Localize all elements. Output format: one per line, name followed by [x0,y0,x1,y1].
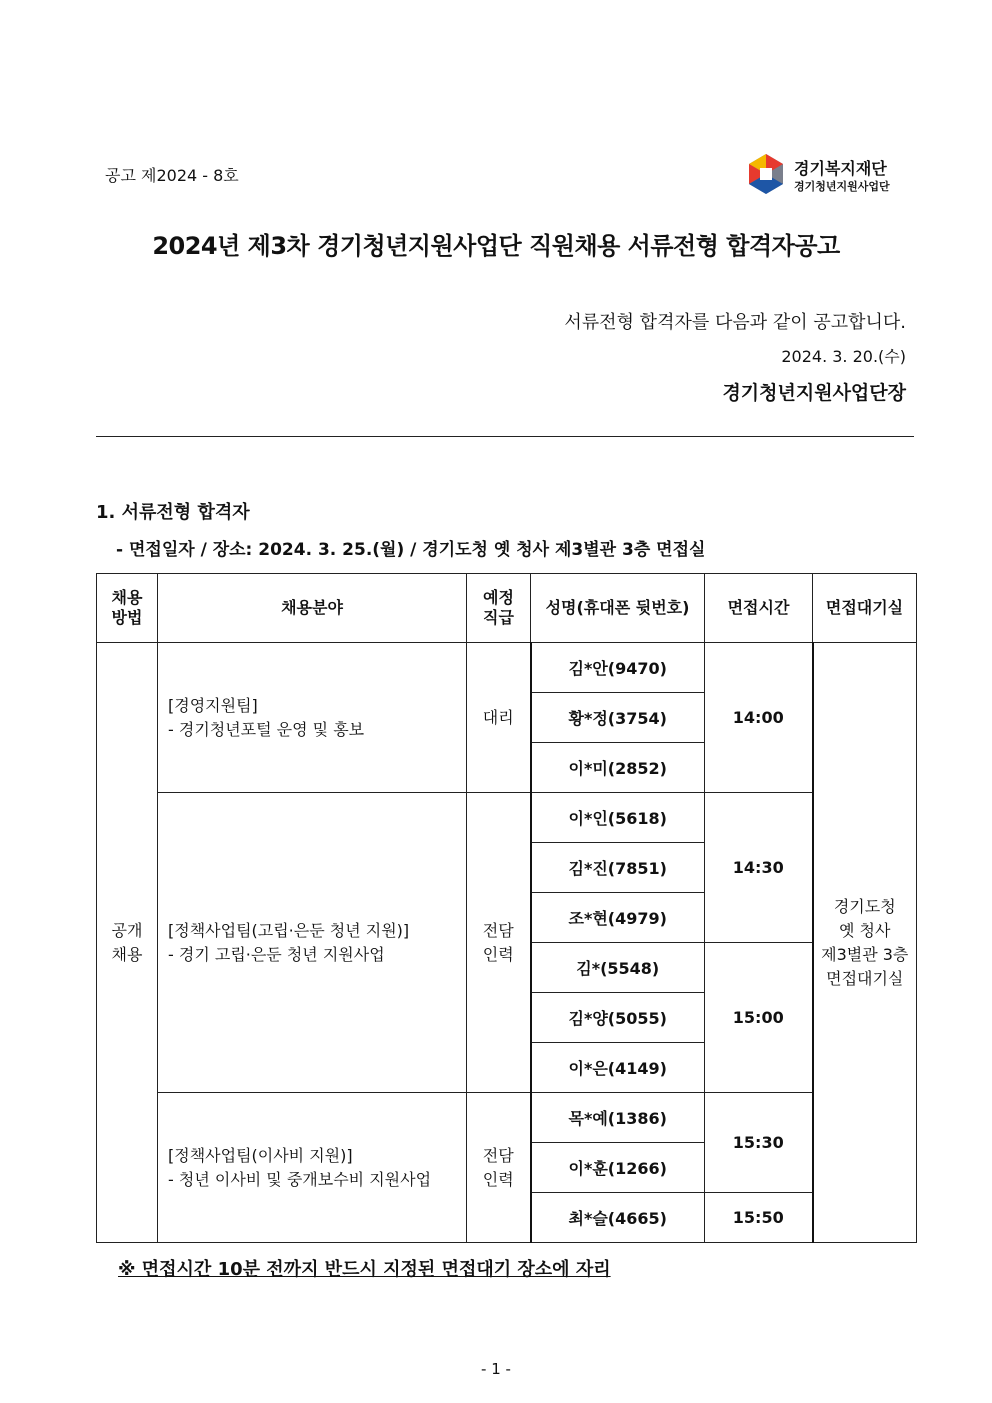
name-cell: 목*예(1386) [531,1093,705,1143]
rank-cell: 대리 [467,643,531,793]
notice-date: 2024. 3. 20.(수) [781,347,906,366]
name-cell: 김*(5548) [531,943,705,993]
table-row [97,643,917,693]
header-rank: 예정 직급 [467,574,531,643]
field-cell: [정책사업팀(이사비 지원)] - 청년 이사비 및 중개보수비 지원사업 [158,1093,467,1243]
header-room: 면접대기실 [813,574,917,643]
intro-text: 서류전형 합격자를 다음과 같이 공고합니다. [564,312,906,333]
room-cell: 경기도청 옛 청사 제3별관 3층 면접대기실 [813,643,917,1243]
footnote: ※ 면접시간 10분 전까지 반드시 지정된 면접대기 장소에 자리 [118,1259,611,1280]
field-cell: [경영지원팀] - 경기청년포털 운영 및 홍보 [158,643,467,793]
header-method: 채용 방법 [97,574,158,643]
name-cell: 황*정(3754) [531,693,705,743]
time-cell: 14:30 [705,793,813,943]
divider [96,436,914,437]
method-cell: 공개 채용 [97,643,158,1243]
field-cell: [정책사업팀(고립·은둔 청년 지원)] - 경기 고립·은둔 청년 지원사업 [158,793,467,1093]
table-header-row [97,574,917,643]
page-number: - 1 - [481,1360,511,1378]
header-field: 채용분야 [158,574,467,643]
header-time: 면접시간 [705,574,813,643]
notice-number: 공고 제2024 - 8호 [105,166,239,185]
signer: 경기청년지원사업단장 [722,382,906,404]
name-cell: 조*현(4979) [531,893,705,943]
name-cell: 김*양(5055) [531,993,705,1043]
time-cell: 15:50 [705,1193,813,1243]
name-cell: 최*슬(4665) [531,1193,705,1243]
time-cell: 14:00 [705,643,813,793]
name-cell: 이*미(2852) [531,743,705,793]
time-cell: 15:30 [705,1093,813,1193]
interview-details: - 면접일자 / 장소: 2024. 3. 25.(월) / 경기도청 옛 청사 제3별관 3층 면접실 [116,540,706,560]
org-logo-icon [746,152,786,196]
name-cell: 이*인(5618) [531,793,705,843]
results-table [96,573,917,1243]
name-cell: 김*진(7851) [531,843,705,893]
name-cell: 김*안(9470) [531,643,705,693]
name-cell: 이*훈(1266) [531,1143,705,1193]
time-cell: 15:00 [705,943,813,1093]
table-row [97,793,917,843]
org-name: 경기복지재단 [794,159,887,178]
header-name: 성명(휴대폰 뒷번호) [531,574,705,643]
table-row [97,1093,917,1143]
rank-cell: 전담 인력 [467,1093,531,1243]
org-logo [746,152,896,200]
rank-cell: 전담 인력 [467,793,531,1093]
document-title: 2024년 제3차 경기청년지원사업단 직원채용 서류전형 합격자공고 [152,232,840,260]
section-heading: 1. 서류전형 합격자 [96,502,250,523]
org-subname: 경기청년지원사업단 [794,180,890,193]
name-cell: 이*은(4149) [531,1043,705,1093]
